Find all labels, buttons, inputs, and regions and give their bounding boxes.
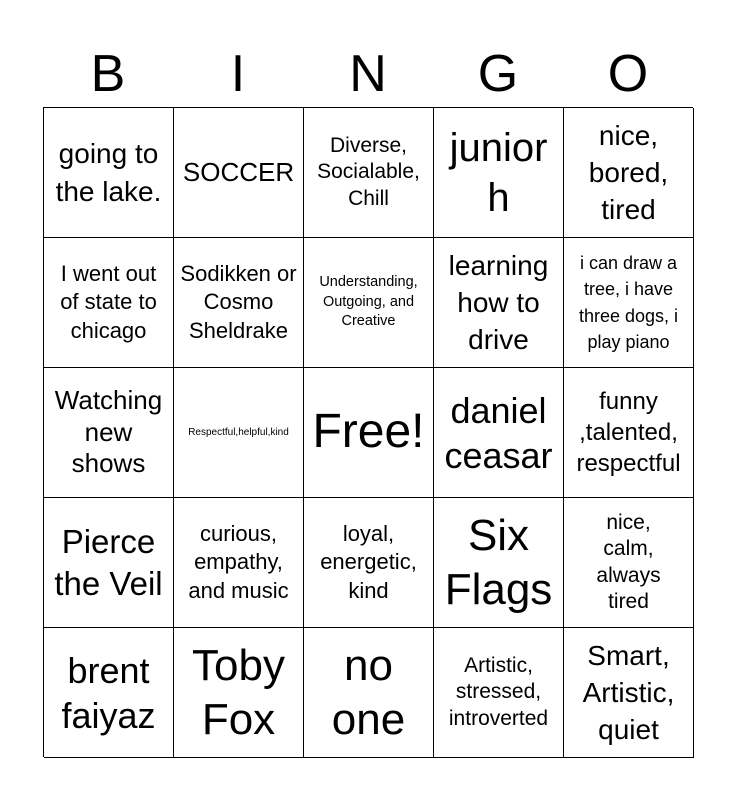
- cell-text: i can draw a tree, i have three dogs, i play piano: [578, 253, 679, 352]
- bingo-cell-r2-c3[interactable]: [304, 238, 434, 368]
- cell-text: daniel ceasar: [444, 389, 553, 476]
- bingo-cell-r4-c4[interactable]: [434, 498, 564, 628]
- bingo-cell-r1-c5[interactable]: [564, 108, 694, 238]
- cell-text: Diverse, Socialable, Chill: [317, 133, 420, 210]
- cell-text: Pierce the Veil: [54, 523, 163, 602]
- header-letter-g: G: [477, 45, 519, 103]
- cell-text: learning how to drive: [448, 249, 549, 356]
- bingo-cell-r5-c3[interactable]: [304, 628, 434, 758]
- cell-text: I went out of state to chicago: [60, 260, 157, 343]
- bingo-cell-r4-c1[interactable]: [44, 498, 174, 628]
- cell-text: Understanding, Outgoing, and Creative: [319, 274, 418, 330]
- cell-text: Artistic, stressed, introverted: [448, 653, 549, 730]
- bingo-cell-r1-c3[interactable]: [304, 108, 434, 238]
- cell-text: brent faiyaz: [61, 649, 156, 736]
- bingo-cell-r2-c2[interactable]: [174, 238, 304, 368]
- bingo-cell-r3-c2[interactable]: [174, 368, 304, 498]
- cell-text: going to the lake.: [55, 138, 162, 207]
- bingo-cell-r3-c5[interactable]: [564, 368, 694, 498]
- bingo-cell-r3-c4[interactable]: [434, 368, 564, 498]
- bingo-header: [43, 42, 693, 106]
- cell-text: no one: [331, 640, 406, 744]
- header-letter-o: O: [607, 45, 649, 103]
- bingo-cell-r3-c1[interactable]: [44, 368, 174, 498]
- bingo-cell-r4-c5[interactable]: [564, 498, 694, 628]
- cell-text: nice, calm, always tired: [596, 510, 661, 613]
- bingo-cell-r2-c1[interactable]: [44, 238, 174, 368]
- cell-text: loyal, energetic, kind: [320, 520, 417, 603]
- cell-text: Smart, Artistic, quiet: [582, 639, 675, 746]
- cell-text: SOCCER: [182, 156, 295, 187]
- bingo-cell-r4-c2[interactable]: [174, 498, 304, 628]
- bingo-cell-r5-c1[interactable]: [44, 628, 174, 758]
- bingo-cell-r2-c4[interactable]: [434, 238, 564, 368]
- cell-text: Watching new shows: [54, 384, 163, 479]
- cell-text: Six Flags: [444, 510, 553, 614]
- header-letter-b: B: [90, 45, 126, 103]
- header-letter-n: N: [349, 45, 387, 103]
- bingo-cell-r3-c3[interactable]: [304, 368, 434, 498]
- cell-text: Toby Fox: [192, 640, 285, 744]
- bingo-cell-r1-c2[interactable]: [174, 108, 304, 238]
- free-space-label: Free!: [312, 405, 425, 459]
- cell-text: nice, bored, tired: [588, 119, 669, 226]
- cell-text: funny ,talented, respectful: [576, 387, 681, 478]
- cell-text: curious, empathy, and music: [188, 520, 289, 603]
- bingo-cell-r1-c1[interactable]: [44, 108, 174, 238]
- cell-text: junior h: [449, 125, 548, 220]
- bingo-grid: [43, 107, 693, 757]
- bingo-cell-r1-c4[interactable]: [434, 108, 564, 238]
- cell-text: Respectful,helpful,kind: [188, 426, 289, 438]
- header-letter-i: I: [230, 45, 246, 103]
- bingo-cell-r5-c5[interactable]: [564, 628, 694, 758]
- bingo-cell-r5-c4[interactable]: [434, 628, 564, 758]
- bingo-cell-r2-c5[interactable]: [564, 238, 694, 368]
- bingo-cell-r5-c2[interactable]: [174, 628, 304, 758]
- bingo-cell-r4-c3[interactable]: [304, 498, 434, 628]
- cell-text: Sodikken or Cosmo Sheldrake: [180, 260, 297, 343]
